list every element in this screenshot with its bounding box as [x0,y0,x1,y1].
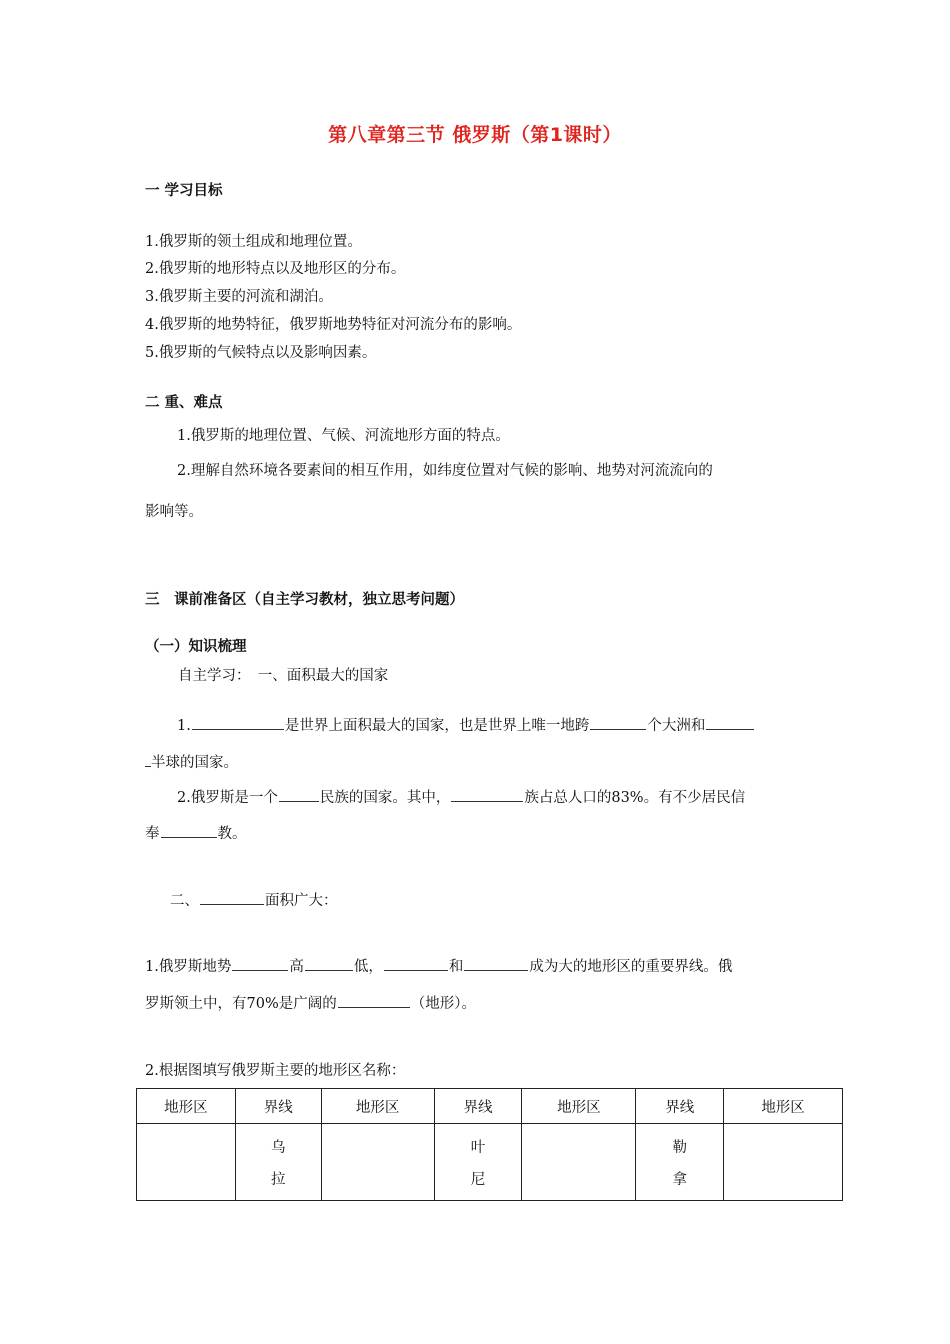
part-2-heading [170,889,338,910]
question-number: 1. [177,718,191,734]
section-heading-key-points: 二 重、难点 [145,395,223,411]
boundary-cell [434,1124,522,1201]
question-2-line-2 [145,822,247,843]
table-header-cell: 界线 [235,1089,321,1124]
terrain-answer-cell[interactable] [522,1124,636,1201]
key-point-item-continued: 影响等。 [145,504,203,520]
fill-blank[interactable] [232,956,288,971]
terrain-table [136,1088,843,1201]
question-text: 2.俄罗斯是一个 [177,790,278,806]
self-study-intro: 自主学习： 一、面积最大的国家 [178,668,389,684]
objective-item: 2.俄罗斯的地形特点以及地形区的分布。 [145,261,406,277]
question-text: 高 [289,959,304,975]
table-header-cell: 地形区 [321,1089,434,1124]
question-text: 二、 [170,893,199,909]
objective-item: 4.俄罗斯的地势特征，俄罗斯地势特征对河流分布的影响。 [145,317,522,333]
objective-item: 5.俄罗斯的气候特点以及影响因素。 [145,345,377,361]
section-heading-objectives: 一 学习目标 [145,183,223,199]
question-text: 面积广大： [265,893,338,909]
key-point-item: 2.理解自然环境各要素间的相互作用，如纬度位置对气候的影响、地势对河流流向的 [177,463,713,479]
key-point-item: 1.俄罗斯的地理位置、气候、河流地形方面的特点。 [177,428,510,444]
question-text: 民族的国家。其中， [319,790,451,806]
question-text: 1.俄罗斯地势 [145,959,232,975]
section-heading-preparation: 三 课前准备区（自主学习教材，独立思考问题） [145,592,464,608]
question-text: 是世界上面积最大的国家，也是世界上唯一地跨 [284,718,590,734]
terrain-answer-cell[interactable] [724,1124,843,1201]
objective-item: 3.俄罗斯主要的河流和湖泊。 [145,289,333,305]
boundary-char: 乌 [271,1140,286,1156]
fill-blank[interactable] [464,956,528,971]
boundary-char: 拉 [271,1172,286,1188]
table-header-cell: 地形区 [137,1089,236,1124]
boundary-char: 尼 [470,1172,486,1188]
question-text: 奉 [145,826,160,842]
page-title: 第八章第三节 俄罗斯（第1课时） [328,124,622,146]
objective-item: 1.俄罗斯的领土组成和地理位置。 [145,234,362,250]
boundary-cell [235,1124,321,1201]
terrain-answer-cell[interactable] [321,1124,434,1201]
question-2-line-1 [177,786,745,807]
fill-blank[interactable] [384,956,448,971]
boundary-char: 拿 [672,1172,687,1188]
fill-blank[interactable] [279,787,319,802]
fill-blank[interactable] [590,715,646,730]
boundary-char: 勒 [672,1140,687,1156]
table-header-cell: 界线 [434,1089,522,1124]
question-text: 半球的国家。 [151,755,238,771]
question-text: 低， [353,959,383,975]
fill-blank[interactable] [161,823,217,838]
fill-blank[interactable] [192,715,284,730]
terrain-answer-cell[interactable] [137,1124,236,1201]
boundary-char: 叶 [470,1140,486,1156]
question-text: 教。 [217,826,247,842]
fill-blank[interactable] [338,993,410,1008]
fill-blank[interactable] [200,890,264,905]
boundary-cell [636,1124,724,1201]
table-header-cell: 界线 [636,1089,724,1124]
fill-blank[interactable] [451,787,523,802]
sub-heading-knowledge: （一）知识梳理 [145,639,247,655]
question-3-line-2 [145,992,476,1013]
fill-blank[interactable] [305,956,353,971]
table-header-cell: 地形区 [724,1089,843,1124]
table-header-row [137,1089,843,1124]
question-text: 族占总人口的83%。有不少居民信 [524,790,746,806]
question-text: 个大洲和 [647,718,706,734]
question-text: （地形）。 [410,996,476,1012]
question-3-line-1 [145,955,732,976]
question-text: 成为大的地形区的重要界线。俄 [529,959,733,975]
question-1-line-1 [177,714,755,735]
table-row [137,1124,843,1201]
fill-blank[interactable] [706,715,754,730]
question-1-line-2 [145,751,238,772]
question-text: 和 [448,959,464,975]
table-header-cell: 地形区 [522,1089,636,1124]
question-4: 2.根据图填写俄罗斯主要的地形区名称： [145,1063,406,1079]
question-text: 罗斯领土中，有70%是广阔的 [145,996,337,1012]
